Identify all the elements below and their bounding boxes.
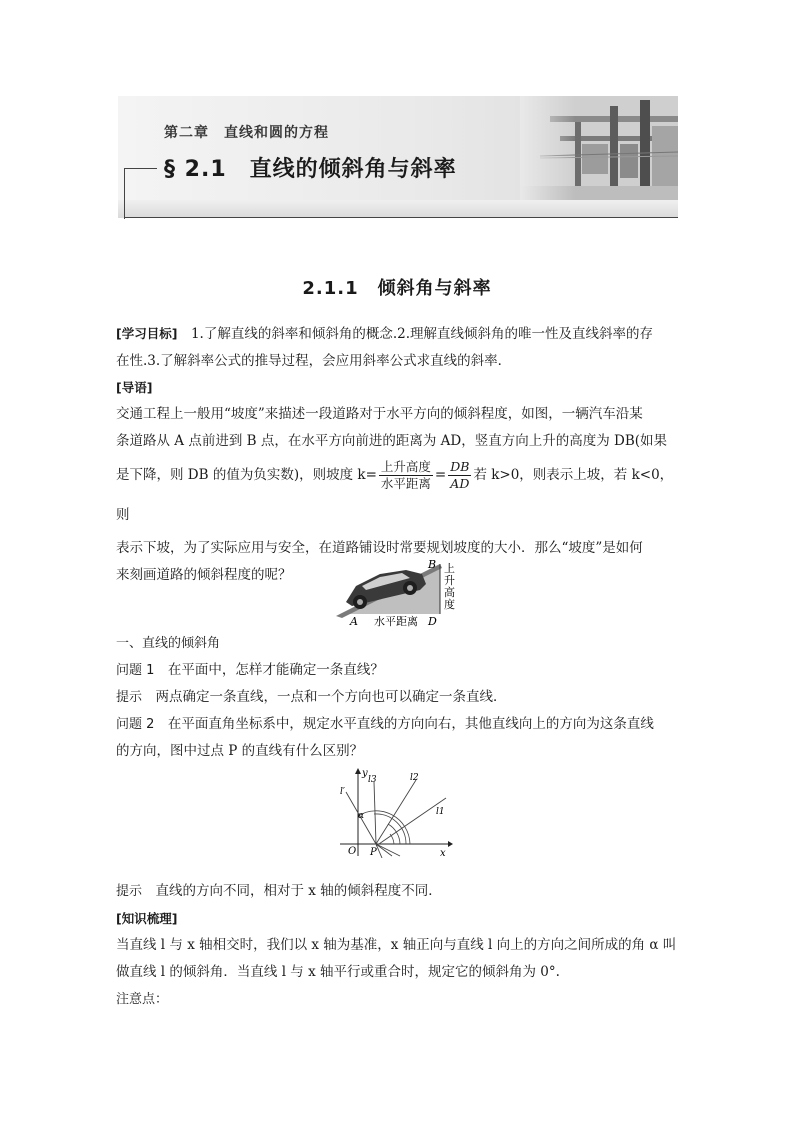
- line-l2: [376, 780, 416, 844]
- y-axis-arrow: [355, 768, 361, 774]
- horizontal-distance-label: 水平距离: [374, 615, 418, 628]
- rise-char-4: 度: [444, 598, 455, 611]
- goals-line-2: 在性.3.了解斜率公式的推导过程，会应用斜率公式求直线的斜率．: [116, 353, 512, 369]
- line-l1-label: l1: [436, 807, 445, 817]
- angle-arc-4: [358, 811, 410, 844]
- x-axis-label: x: [440, 848, 446, 858]
- intro-line-5: 来刻画道路的倾斜程度的呢？: [116, 567, 292, 583]
- fraction-1-denominator: 水平距离: [380, 476, 431, 491]
- goals-tag: [学习目标]: [116, 326, 178, 341]
- point-b-label: B: [428, 558, 437, 571]
- intro-line-4: 表示下坡，为了实际应用与安全，在道路铺设时常要规划坡度的大小．那么“坡度”是如何: [116, 540, 643, 556]
- intro-line-1: 交通工程上一般用“坡度”来描述一段道路对于水平方向的倾斜程度，如图，一辆汽车沿某: [116, 406, 643, 422]
- line-l3: [374, 782, 376, 844]
- x-axis-arrow: [448, 841, 453, 847]
- banner-shadow: [118, 200, 678, 218]
- hint-1-label: 提示: [116, 690, 143, 705]
- hint-2-and-knowledge: [116, 878, 680, 1013]
- subsection-title: 2.1.1 倾斜角与斜率: [302, 278, 492, 299]
- point-a-label: A: [350, 615, 358, 628]
- question-2-line-2: 的方向，图中过点 P 的直线有什么区别？: [116, 743, 364, 759]
- intro-line-3-post: 若 k>0，则表示上坡，若 k<0，则: [116, 467, 674, 523]
- intro-line-3: [116, 455, 680, 535]
- origin-label: O: [348, 846, 357, 857]
- question-2-label: 问题 2: [116, 717, 155, 732]
- slope-figure: [336, 556, 466, 628]
- intro-line-2: 条道路从 A 点前进到 B 点，在水平方向前进的距离为 AD，竖直方向上升的高度为 DB(如果: [116, 433, 668, 449]
- intro-tag: [导语]: [116, 380, 153, 395]
- fraction-2-denominator: AD: [450, 476, 470, 491]
- question-2-line-1: 在平面直角坐标系中，规定水平直线的方向向右，其他直线向上的方向为这条直线: [167, 716, 654, 732]
- part-1-heading: 一、直线的倾斜角: [116, 636, 221, 651]
- chapter-title: 第二章 直线和圆的方程: [164, 125, 329, 141]
- line-l2-label: l2: [410, 773, 419, 783]
- section-title: § 2.1 直线的倾斜角与斜率: [164, 157, 457, 182]
- point-d-label: D: [428, 615, 437, 628]
- rise-char-2: 升: [444, 574, 455, 587]
- fraction-1-numerator: 上升高度: [380, 459, 431, 474]
- knowledge-line-2: 做直线 l 的倾斜角．当直线 l 与 x 轴平行或重合时，规定它的倾斜角为 0°.: [116, 964, 560, 980]
- title-underline: [124, 217, 678, 218]
- fraction-2-numerator: DB: [450, 459, 470, 474]
- part-1-section: [116, 630, 680, 765]
- goals-line-1: 1.了解直线的斜率和倾斜角的概念.2.理解直线倾斜角的唯一性及直线斜率的存: [190, 326, 653, 342]
- point-p-label: P: [370, 847, 377, 858]
- line-l3-label: l3: [368, 775, 377, 785]
- knowledge-line-1: 当直线 l 与 x 轴相交时，我们以 x 轴为基准，x 轴正向与直线 l 向上的方向之间所成的角 α 叫: [116, 937, 677, 953]
- line-horizontal-extension: [376, 844, 400, 856]
- question-1-label: 问题 1: [116, 663, 155, 678]
- rise-char-1: 上: [444, 562, 455, 575]
- equals-sign: =: [434, 467, 447, 483]
- knowledge-tag: [知识梳理]: [116, 911, 178, 926]
- note-label: 注意点：: [116, 992, 169, 1007]
- learning-goals: [116, 320, 680, 375]
- fraction-db-ad: [448, 459, 471, 492]
- lines-through-p-figure: [336, 768, 454, 858]
- y-axis-label: y: [362, 768, 368, 779]
- fraction-height-distance: [379, 459, 433, 492]
- title-bracket: [124, 168, 157, 219]
- rise-char-3: 高: [444, 586, 455, 599]
- hint-2-text: 直线的方向不同，相对于 x 轴的倾斜程度不同．: [155, 883, 442, 899]
- hint-2-label: 提示: [116, 884, 143, 899]
- line-l-prime-label: l′: [340, 787, 345, 797]
- question-1-text: 在平面中，怎样才能确定一条直线？: [167, 662, 384, 678]
- line-l1: [376, 798, 446, 846]
- intro-line-3-pre: 是下降，则 DB 的值为负实数)，则坡度 k=: [116, 467, 377, 483]
- hint-1-text: 两点确定一条直线，一点和一个方向也可以确定一条直线．: [155, 689, 507, 705]
- angle-alpha-label: α: [358, 811, 365, 821]
